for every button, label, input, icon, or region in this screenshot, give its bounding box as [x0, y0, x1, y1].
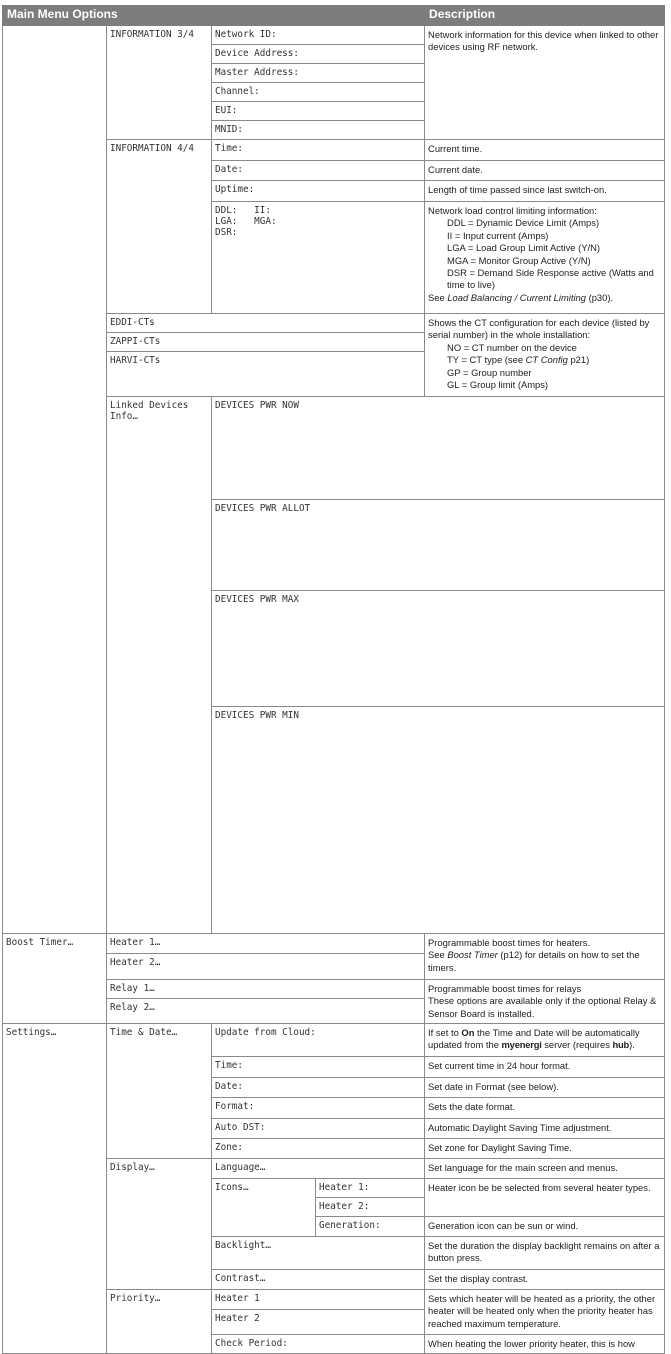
- table-row: [3, 934, 665, 954]
- desc-auto-dst: Automatic Daylight Saving Time adjustment.: [425, 1119, 665, 1139]
- menu-item-zone: Zone:: [212, 1139, 425, 1159]
- heater-see-prefix: See: [428, 949, 448, 961]
- menu-item-load-limits: DDL: II: LGA: MGA: DSR:: [212, 202, 425, 314]
- menu-item-zappi-cts: ZAPPI-CTs: [107, 333, 425, 352]
- table-row: [3, 26, 665, 45]
- desc-backlight: Set the duration the display backlight remains on after a button press.: [425, 1237, 665, 1270]
- main-menu-options-table: [2, 5, 665, 1354]
- load-see-link: Load Balancing / Current Limiting: [447, 291, 586, 303]
- menu-item-relay-2: Relay 2…: [107, 999, 425, 1024]
- heater-see-link: Boost Timer: [447, 949, 498, 961]
- ct-item-gl: GL = Group limit (Amps): [447, 379, 549, 391]
- menu-item-format: Format:: [212, 1098, 425, 1119]
- desc-zone: Set zone for Daylight Saving Time.: [425, 1139, 665, 1159]
- menu-item-language: Language…: [212, 1159, 425, 1179]
- menu-priority: Priority…: [107, 1290, 212, 1354]
- ct-ty-suffix: p21): [567, 354, 590, 366]
- menu-boost-timer: Boost Timer…: [3, 934, 107, 1024]
- desc-heater-icon: Heater icon be be selected from several heater types.: [425, 1179, 665, 1217]
- menu-item-priority-heater-1: Heater 1: [212, 1290, 425, 1310]
- menu-item-master-address: Master Address:: [212, 64, 425, 83]
- ct-ty-prefix: TY = CT type (see: [447, 354, 526, 366]
- desc-current-date: Current date.: [425, 161, 665, 181]
- menu-display: Display…: [107, 1159, 212, 1290]
- menu-settings: Settings…: [3, 1024, 107, 1354]
- menu-item-eddi-cts: EDDI-CTs: [107, 314, 425, 333]
- ct-item-ty: [428, 354, 660, 366]
- desc-uptime: Length of time passed since last switch-on.: [425, 181, 665, 202]
- load-item-lga: LGA = Load Group Limit Active (Y/N): [447, 242, 600, 254]
- heater-see-suffix: (p12) for details on how to set the timers.: [428, 949, 640, 973]
- cloud-desc-d: ).: [629, 1039, 635, 1051]
- desc-language: Set language for the main screen and menus.: [425, 1159, 665, 1179]
- menu-item-devices-pwr-now: DEVICES PWR NOW: [212, 397, 665, 500]
- menu-item-uptime: Uptime:: [212, 181, 425, 202]
- desc-generation-icon: Generation icon can be sun or wind.: [425, 1217, 665, 1237]
- ct-item-gp: GP = Group number: [447, 366, 532, 378]
- load-item-ddl: DDL = Dynamic Device Limit (Amps): [447, 217, 600, 229]
- table-row: [3, 1024, 665, 1057]
- menu-item-set-time: Time:: [212, 1057, 425, 1078]
- heater-boost-desc: Programmable boost times for heaters.: [428, 937, 591, 949]
- desc-heater-boost: [425, 934, 665, 980]
- menu-item-contrast: Contrast…: [212, 1270, 425, 1290]
- desc-set-time: Set current time in 24 hour format.: [425, 1057, 665, 1078]
- cloud-desc-c: server (requires: [541, 1039, 613, 1051]
- menu-item-devices-pwr-allot: DEVICES PWR ALLOT: [212, 500, 665, 591]
- menu-item-harvi-cts: HARVI-CTs: [107, 352, 425, 397]
- desc-priority: Sets which heater will be heated as a priority, the other heater will be heated only when the priority heater has reached maximum temperature.: [425, 1290, 665, 1335]
- ct-intro: Shows the CT configuration for each device (listed by serial number) in the whole installation:: [428, 317, 650, 341]
- menu-item-mnid: MNID:: [212, 121, 425, 140]
- desc-ct-config: [425, 314, 665, 397]
- menu-item-relay-1: Relay 1…: [107, 980, 425, 999]
- desc-check-period: When heating the lower priority heater, this is how: [425, 1335, 665, 1354]
- hub-logo: hub: [612, 1039, 630, 1051]
- load-item-ii: II = Input current (Amps): [447, 229, 549, 241]
- menu-time-and-date: Time & Date…: [107, 1024, 212, 1159]
- menu-item-icon-heater-2: Heater 2:: [316, 1198, 425, 1217]
- menu-item-update-from-cloud: Update from Cloud:: [212, 1024, 425, 1057]
- menu-item-check-period: Check Period:: [212, 1335, 425, 1354]
- cloud-desc-on: On: [461, 1027, 475, 1039]
- menu-item-priority-heater-2: Heater 2: [212, 1310, 425, 1335]
- ct-item-no: NO = CT number on the device: [447, 341, 577, 353]
- load-see-prefix: See: [428, 291, 448, 303]
- header-description: Description: [425, 6, 665, 26]
- header-main-menu-options: Main Menu Options: [3, 6, 425, 26]
- menu-information-4-4: INFORMATION 4/4: [107, 140, 212, 314]
- desc-update-from-cloud: [425, 1024, 665, 1057]
- menu-item-auto-dst: Auto DST:: [212, 1119, 425, 1139]
- desc-format: Sets the date format.: [425, 1098, 665, 1119]
- menu-item-set-date: Date:: [212, 1078, 425, 1098]
- menu-item-eui: EUI:: [212, 102, 425, 121]
- ct-ty-link: CT Config: [525, 354, 568, 366]
- menu-item-channel: Channel:: [212, 83, 425, 102]
- table-header-row: [3, 6, 665, 26]
- desc-current-time: Current time.: [425, 140, 665, 161]
- menu-item-icon-generation: Generation:: [316, 1217, 425, 1237]
- menu-item-time: Time:: [212, 140, 425, 161]
- menu-item-devices-pwr-max: DEVICES PWR MAX: [212, 591, 665, 707]
- menu-item-device-address: Device Address:: [212, 45, 425, 64]
- cloud-desc-b: the Time and Date will be automatically updated from the: [428, 1027, 640, 1051]
- menu-item-heater-1: Heater 1…: [107, 934, 425, 954]
- menu-item-backlight: Backlight…: [212, 1237, 425, 1270]
- menu-item-devices-pwr-min: DEVICES PWR MIN: [212, 706, 665, 933]
- desc-set-date: Set date in Format (see below).: [425, 1078, 665, 1098]
- load-see-suffix: (p30).: [585, 291, 614, 303]
- menu-item-heater-2: Heater 2…: [107, 954, 425, 980]
- menu-item-icon-heater-1: Heater 1:: [316, 1179, 425, 1198]
- desc-load-limits: [425, 202, 665, 314]
- load-item-dsr: DSR = Demand Side Response active (Watts and time to live): [447, 267, 654, 291]
- desc-network-info: Network information for this device when linked to other devices using RF network.: [425, 26, 665, 140]
- menu-linked-devices-info: Linked Devices Info…: [107, 397, 212, 934]
- menu-item-network-id: Network ID:: [212, 26, 425, 45]
- load-intro: Network load control limiting information:: [428, 205, 597, 216]
- load-item-mga: MGA = Monitor Group Active (Y/N): [447, 254, 591, 266]
- menu-item-date: Date:: [212, 161, 425, 181]
- desc-contrast: Set the display contrast.: [425, 1270, 665, 1290]
- menu-information-3-4: INFORMATION 3/4: [107, 26, 212, 140]
- desc-relay-boost: Programmable boost times for relays These options are available only if the optional Relay & Sensor Board is installed.: [425, 980, 665, 1024]
- cloud-desc-a: If set to: [428, 1027, 462, 1039]
- myenergi-logo: myenergi: [501, 1039, 542, 1051]
- menu-group-information: [3, 26, 107, 934]
- menu-item-icons: Icons…: [212, 1179, 316, 1237]
